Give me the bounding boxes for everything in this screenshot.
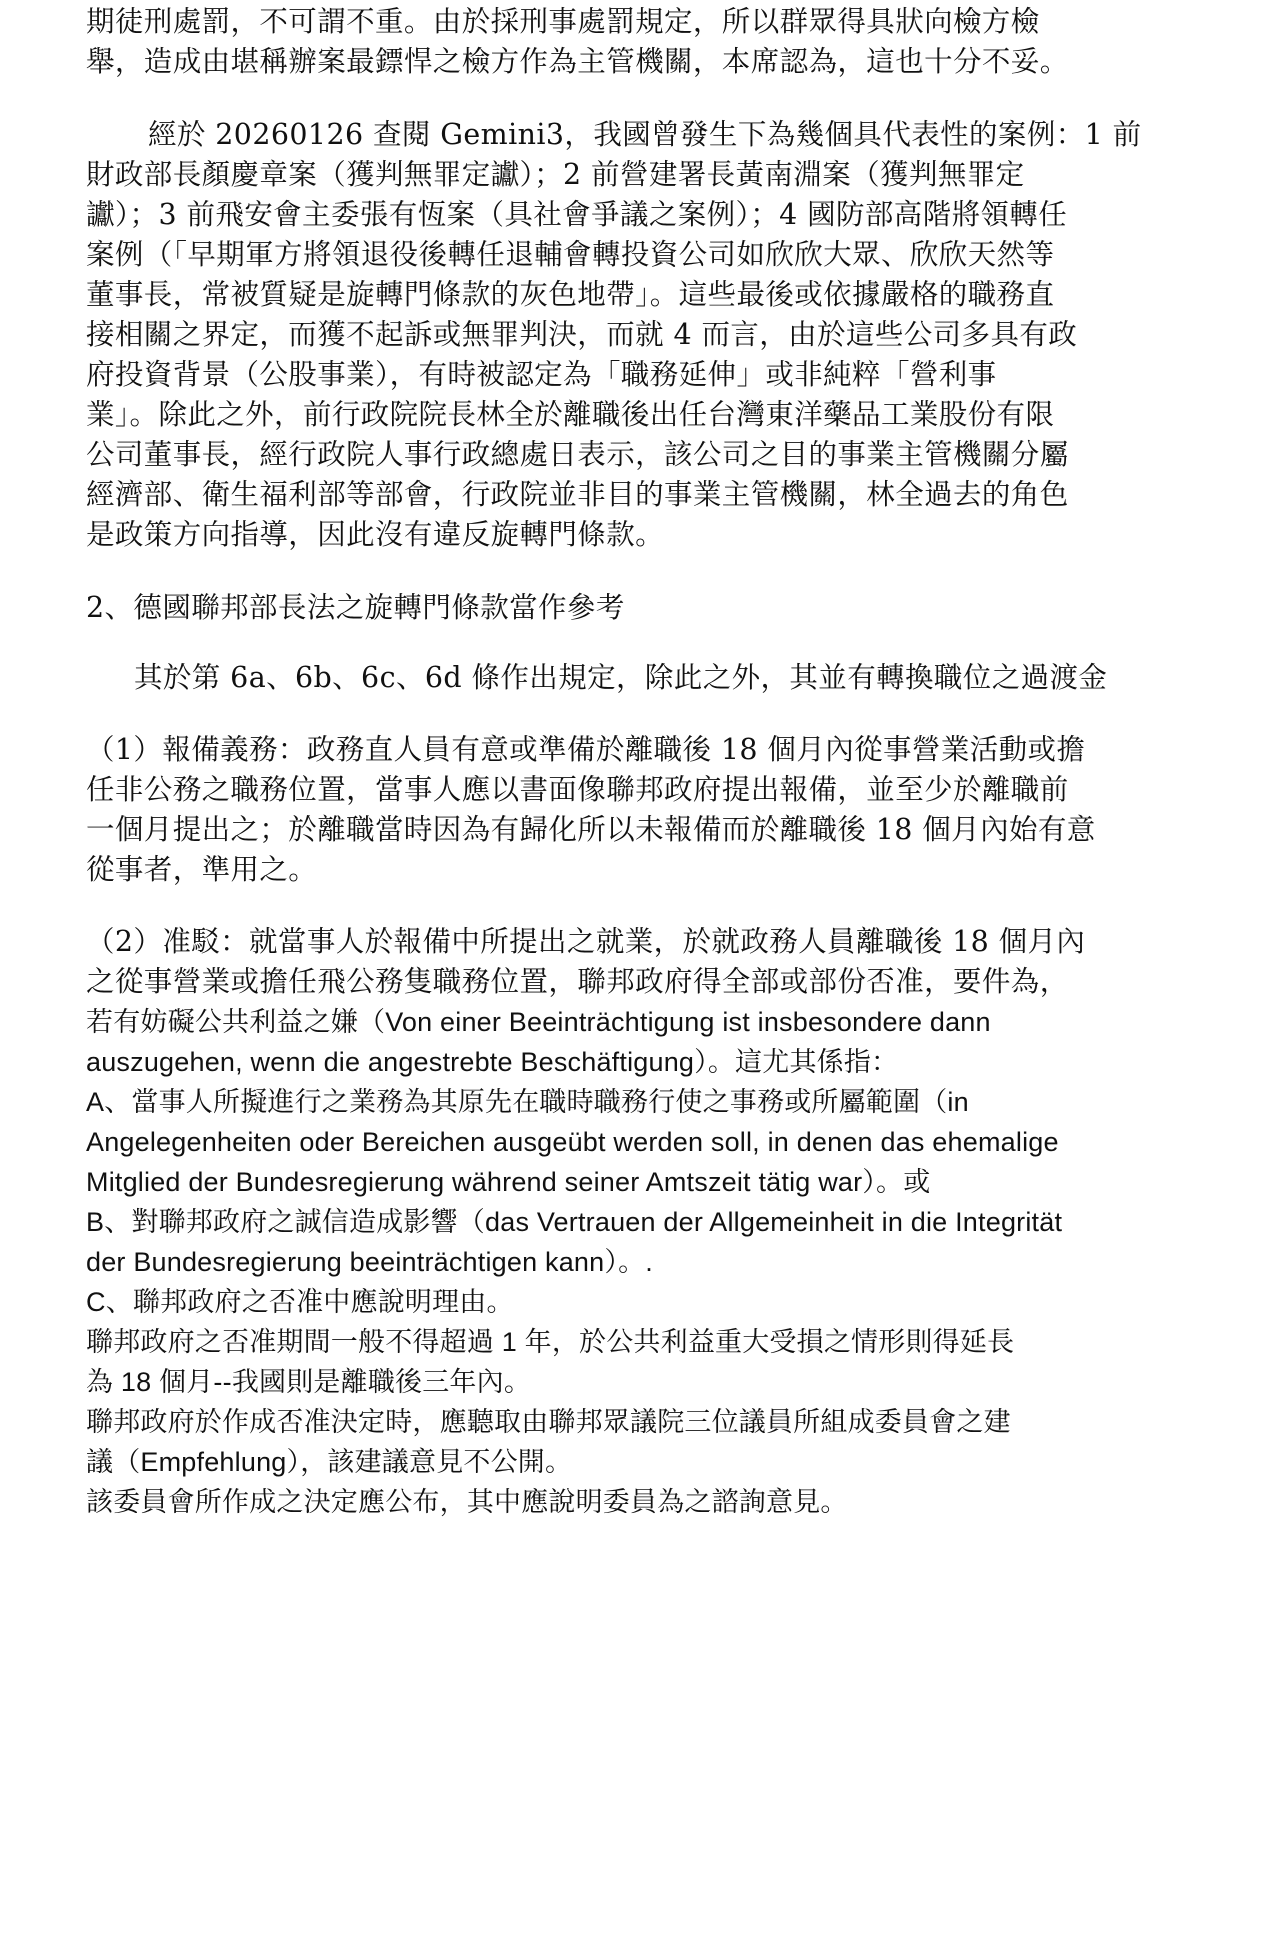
text-line: 舉，造成由堪稱辦案最鏢悍之檢方作為主管機關，本席認為，這也十分不妥。 <box>86 45 1069 78</box>
text-line: 經濟部、衛生福利部等部會，行政院並非目的事業主管機關，林全過去的角色 <box>86 478 1069 511</box>
text-line: 為 18 個月--我國則是離職後三年內。 <box>86 1367 532 1397</box>
text-line: 任非公務之職務位置，當事人應以書面像聯邦政府提出報備，並至少於離職前 <box>86 773 1069 806</box>
text-line: 從事者，準用之。 <box>86 853 318 886</box>
text-line: （2）准駁：就當事人於報備中所提出之就業，於就政務人員離職後 18 個月內 <box>86 925 1086 958</box>
text-line: 聯邦政府之否准期間一般不得超過 1 年，於公共利益重大受損之情形則得延長 <box>86 1327 1015 1357</box>
text-line: A、當事人所擬進行之業務為其原先在職時職務行使之事務或所屬範圍（in <box>86 1087 969 1117</box>
text-line: C、聯邦政府之否准中應說明理由。 <box>86 1287 514 1317</box>
text-line: der Bundesregierung beeinträchtigen kann）。. <box>86 1247 653 1277</box>
text-line: 之從事營業或擔任飛公務隻職務位置，聯邦政府得全部或部份否准，要件為， <box>86 965 1069 998</box>
section-heading: 2、德國聯邦部長法之旋轉門條款當作參考 <box>86 591 625 624</box>
text-line: 若有妨礙公共利益之嫌（Von einer Beeinträchtigung ist insbesondere dann <box>86 1007 991 1037</box>
text-line: 其於第 6a、6b、6c、6d 條作出規定，除此之外，其並有轉換職位之過渡金 <box>134 661 1108 694</box>
text-line: Angelegenheiten oder Bereichen ausgeübt werden soll, in denen das ehemalige <box>86 1127 1059 1157</box>
text-line: 一個月提出之；於離職當時因為有歸化所以未報備而於離職後 18 個月內始有意 <box>86 813 1096 846</box>
text-line: 董事長，常被質疑是旋轉門條款的灰色地帶」。這些最後或依據嚴格的職務直 <box>86 278 1055 311</box>
text-line: 業」。除此之外，前行政院院長林全於離職後出任台灣東洋藥品工業股份有限 <box>86 398 1055 431</box>
text-line: 期徒刑處罰，不可謂不重。由於採刑事處罰規定，所以群眾得具狀向檢方檢 <box>86 5 1040 38</box>
text-line: 讞）；3 前飛安會主委張有恆案（具社會爭議之案例）；4 國防部高階將領轉任 <box>86 198 1068 231</box>
text-line: 經於 20260126 查閱 Gemini3，我國曾發生下為幾個具代表性的案例：1 前 <box>148 118 1142 151</box>
text-line: Mitglied der Bundesregierung während seiner Amtszeit tätig war）。或 <box>86 1167 931 1197</box>
text-line: 財政部長顏慶章案（獲判無罪定讞）；2 前營建署長黃南淵案（獲判無罪定 <box>86 158 1025 191</box>
text-line: 案例（「早期軍方將領退役後轉任退輔會轉投資公司如欣欣大眾、欣欣天然等 <box>86 238 1055 271</box>
text-line: 公司董事長，經行政院人事行政總處日表示，該公司之目的事業主管機關分屬 <box>86 438 1069 471</box>
text-line: 聯邦政府於作成否准決定時，應聽取由聯邦眾議院三位議員所組成委員會之建 <box>86 1407 1011 1437</box>
text-line: auszugehen, wenn die angestrebte Beschäftigung）。這尤其係指： <box>86 1047 899 1077</box>
text-line: 議（Empfehlung），該建議意見不公開。 <box>86 1447 573 1477</box>
text-line: 接相關之界定，而獲不起訴或無罪判決，而就 4 而言，由於這些公司多具有政 <box>86 318 1078 351</box>
text-line: 是政策方向指導，因此沒有違反旋轉門條款。 <box>86 518 665 551</box>
text-line: 該委員會所作成之決定應公布，其中應說明委員為之諮詢意見。 <box>86 1487 848 1517</box>
text-line: 府投資背景（公股事業），有時被認定為「職務延伸」或非純粹「營利事 <box>86 358 997 391</box>
text-line: （1）報備義務：政務直人員有意或準備於離職後 18 個月內從事營業活動或擔 <box>86 733 1086 766</box>
text-line: B、對聯邦政府之誠信造成影響（das Vertrauen der Allgemeinheit in die Integrität <box>86 1207 1063 1237</box>
